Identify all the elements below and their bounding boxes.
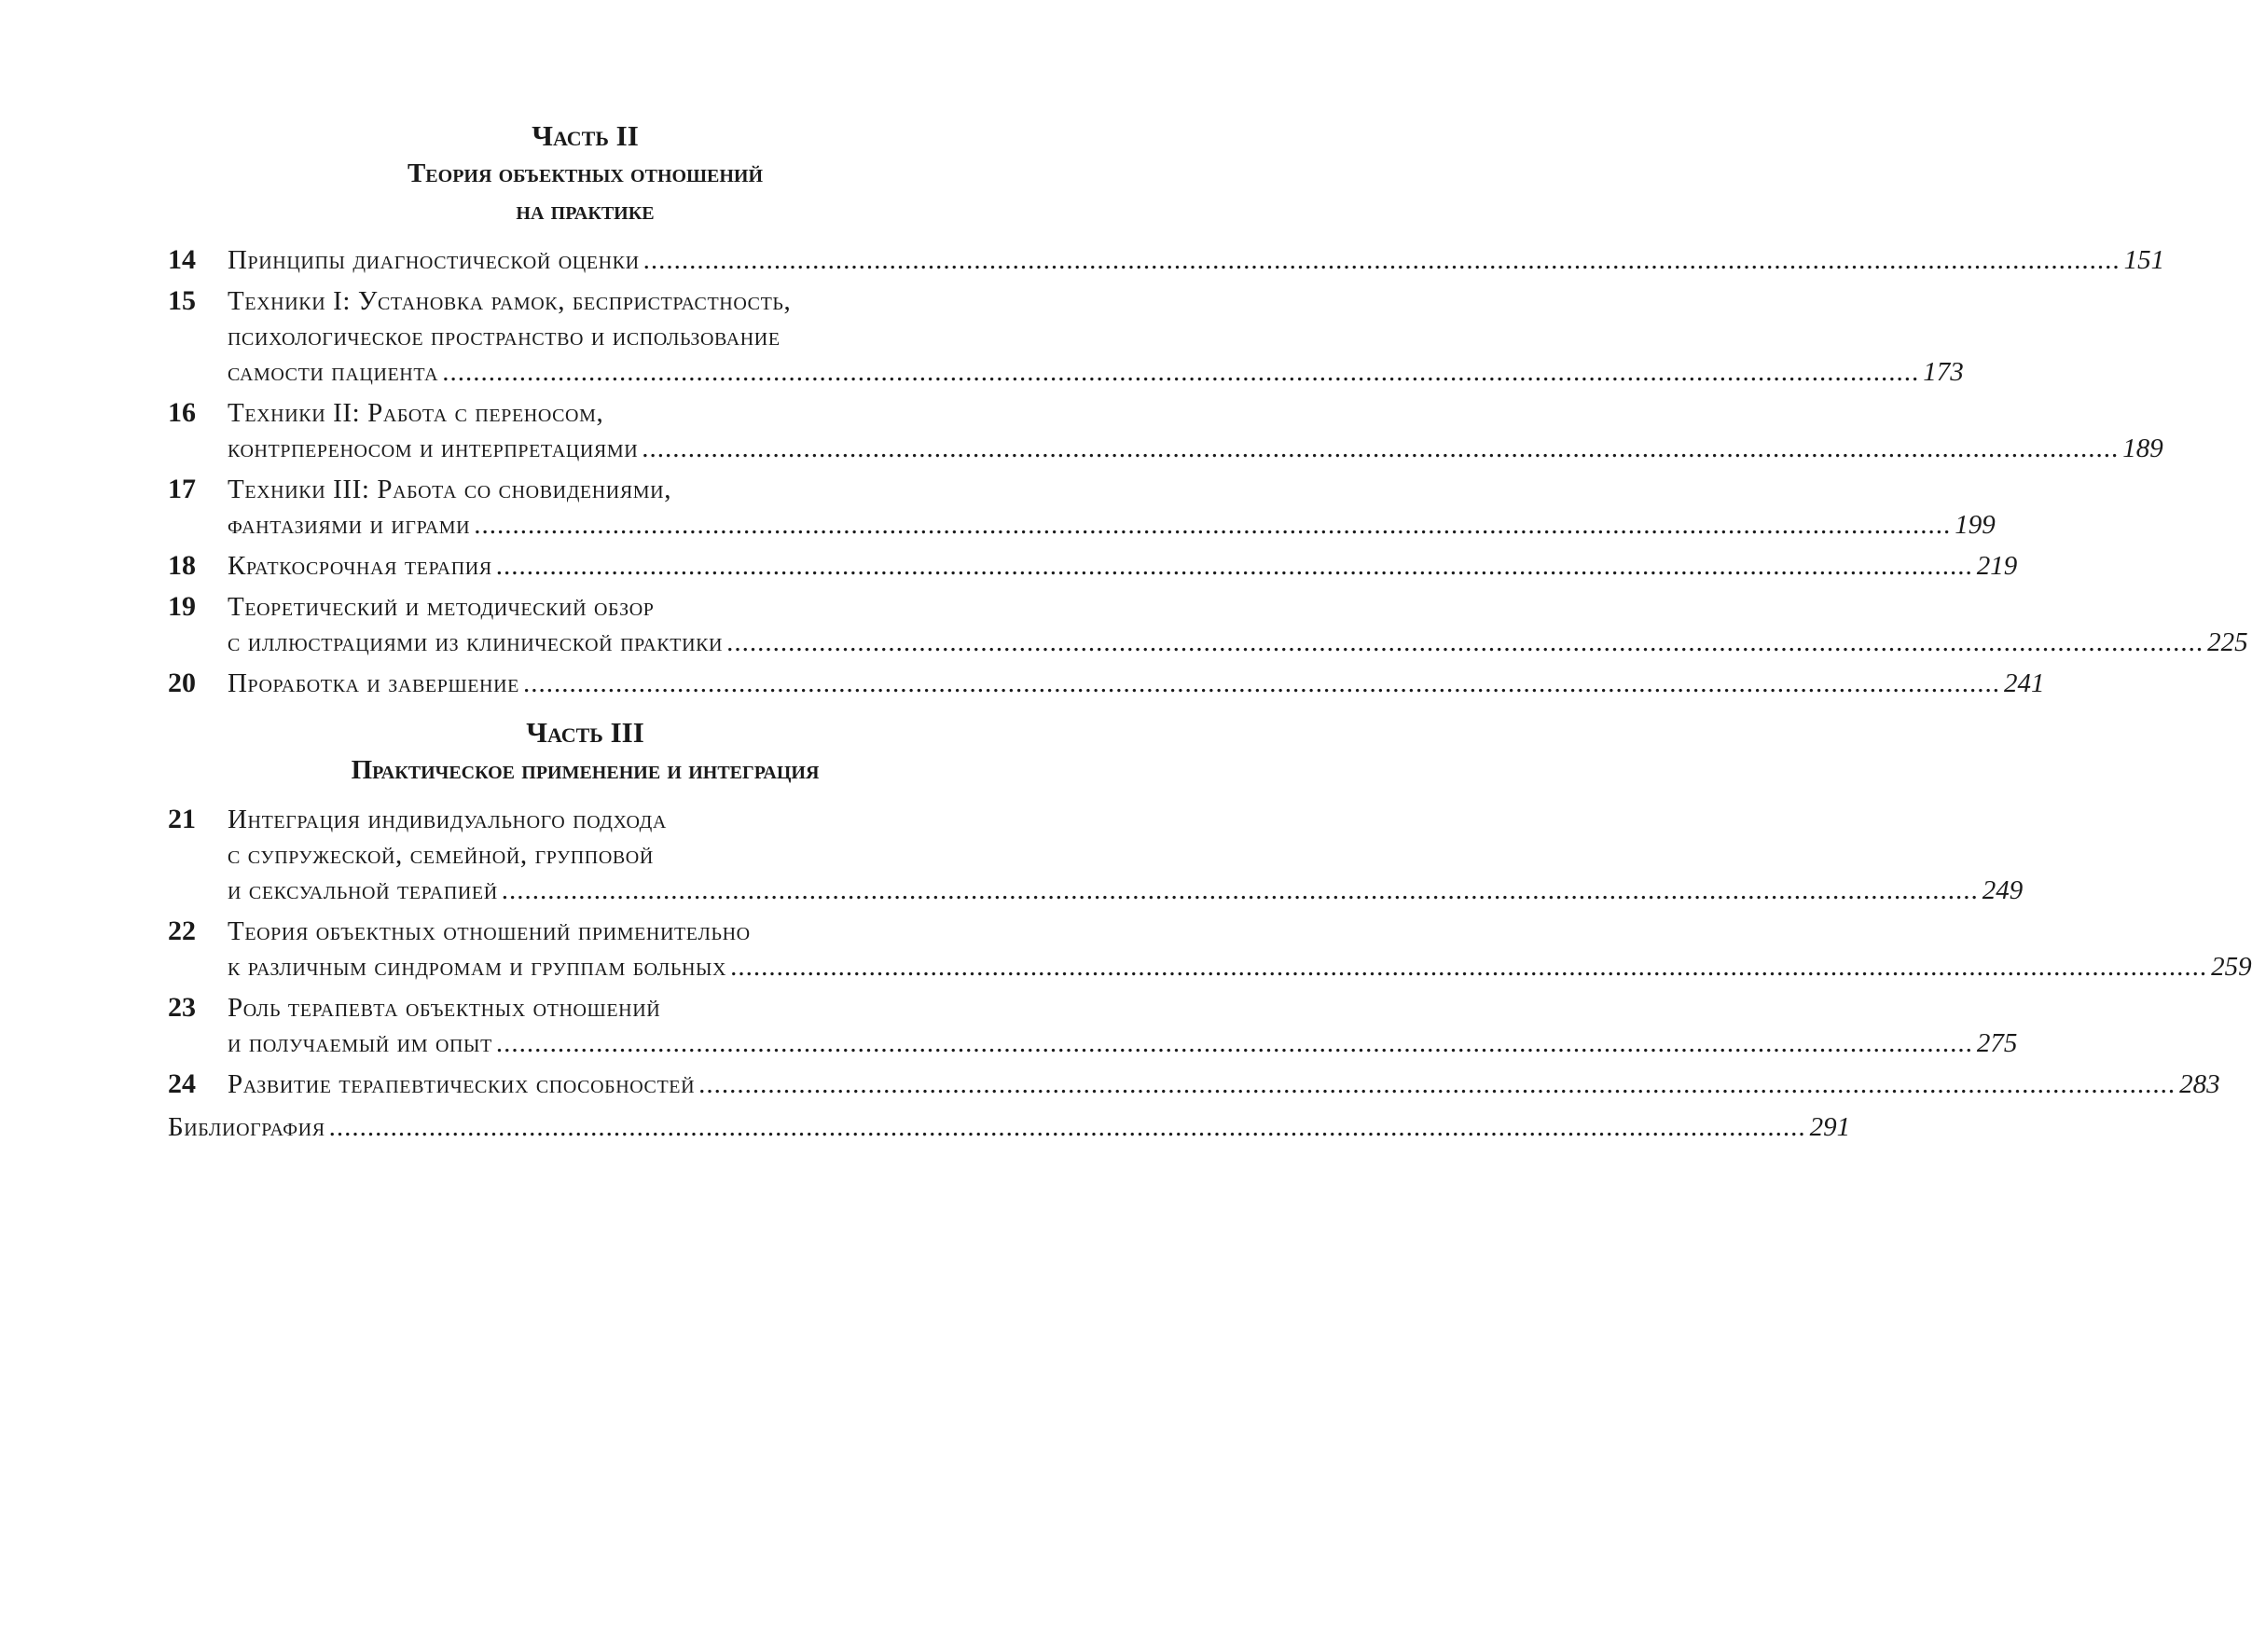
chapter-number: 23 [168,992,196,1023]
dot-leader [642,431,2119,466]
chapter-title-line: с супружеской, семейной, групповой [228,840,654,870]
chapter-title [228,802,2023,908]
page-number: 225 [2207,627,2248,657]
chapter-title-line: и получаемый им опыт [228,1028,492,1058]
toc-entry[interactable] [168,666,2045,701]
dot-leader [496,1026,1973,1061]
dot-leader [496,548,1973,584]
chapter-number: 15 [168,285,196,316]
page-number: 241 [2003,668,2045,698]
toc-entry[interactable] [168,914,2252,984]
chapter-number: 18 [168,550,196,581]
page-number: 291 [1809,1112,1851,1142]
toc-entry[interactable] [168,1067,2220,1102]
page-number: 259 [2211,952,2252,982]
chapter-title-line: Роль терапевта объектных отношений [228,993,661,1023]
dot-leader [698,1067,2176,1102]
toc-entry[interactable] [168,548,2018,584]
part-subtitle-line: Практическое применение и интеграция [351,755,820,785]
chapter-title [228,990,2017,1061]
bibliography-label: Библиография [168,1112,325,1142]
chapter-title-line: Техники I: Установка рамок, беспристрастность, [228,286,792,316]
page-number: 173 [1923,357,1964,387]
chapter-title [228,472,1996,543]
chapter-title [228,1067,2220,1102]
part-title: Часть III [526,716,644,749]
chapter-number: 16 [168,397,196,428]
chapter-title-line: фантазиями и играми [228,510,471,540]
part-header [168,714,1002,789]
toc-entry[interactable] [168,589,2248,660]
toc-entry[interactable] [168,242,2165,278]
chapter-number: 20 [168,668,196,698]
chapter-title-line: Теоретический и методический обзор [228,592,655,622]
chapter-title-line: Краткосрочная терапия [228,551,492,581]
dot-leader [474,507,1951,543]
page-number: 151 [2123,245,2165,275]
chapter-title [228,589,2248,660]
page-number: 275 [1976,1028,2018,1058]
dot-leader [502,873,1979,908]
dot-leader [726,625,2204,660]
part-header [168,117,1002,229]
page-number: 283 [2179,1069,2220,1099]
chapter-title [228,548,2017,584]
part-title: Часть II [532,119,639,152]
chapter-title-line: Проработка и завершение [228,668,519,698]
chapter-title-line: Теория объектных отношений применительно [228,916,751,946]
page-number: 199 [1955,510,1996,540]
toc-entry[interactable] [168,283,1964,390]
toc-entry[interactable] [168,802,2024,908]
dot-leader [730,949,2207,984]
toc-content [168,117,2252,1145]
part-subtitle-line: Теория объектных отношений [407,158,764,188]
chapter-title [228,283,1964,390]
chapter-title [228,914,2252,984]
chapter-number: 14 [168,244,196,275]
chapter-title-line: психологическое пространство и использование [228,322,781,351]
chapter-title-line: Техники III: Работа со сновидениями, [228,475,672,504]
chapter-number: 17 [168,474,196,504]
toc-entry[interactable] [168,395,2163,466]
page-number: 189 [2122,434,2163,463]
chapter-title [228,395,2163,466]
chapter-title-line: к различным синдромам и группам больных [228,952,727,982]
bibliography-entry[interactable] [168,1109,1851,1145]
dot-leader [329,1109,1806,1145]
chapter-title [228,242,2164,278]
chapter-title [228,666,2044,701]
toc-entry[interactable] [168,990,2018,1061]
chapter-number: 21 [168,804,196,834]
dot-leader [643,242,2121,278]
dot-leader [442,354,1919,390]
chapter-title-line: Техники II: Работа с переносом, [228,398,604,428]
dot-leader [523,666,2000,701]
chapter-title-line: самости пациента [228,357,439,387]
chapter-title-line: и сексуальной терапией [228,875,498,905]
part-subtitle-line: на практике [516,196,655,226]
chapter-title-line: Принципы диагностической оценки [228,245,640,275]
chapter-title-line: Интеграция индивидуального подхода [228,805,667,834]
chapter-number: 22 [168,915,196,946]
page-number: 219 [1976,551,2018,581]
chapter-title-line: Развитие терапевтических способностей [228,1069,696,1099]
chapter-title-line: контрпереносом и интерпретациями [228,434,639,463]
toc-entry[interactable] [168,472,1996,543]
chapter-title-line: с иллюстрациями из клинической практики [228,627,724,657]
chapter-number: 19 [168,591,196,622]
page-number: 249 [1982,875,2024,905]
chapter-number: 24 [168,1068,196,1099]
